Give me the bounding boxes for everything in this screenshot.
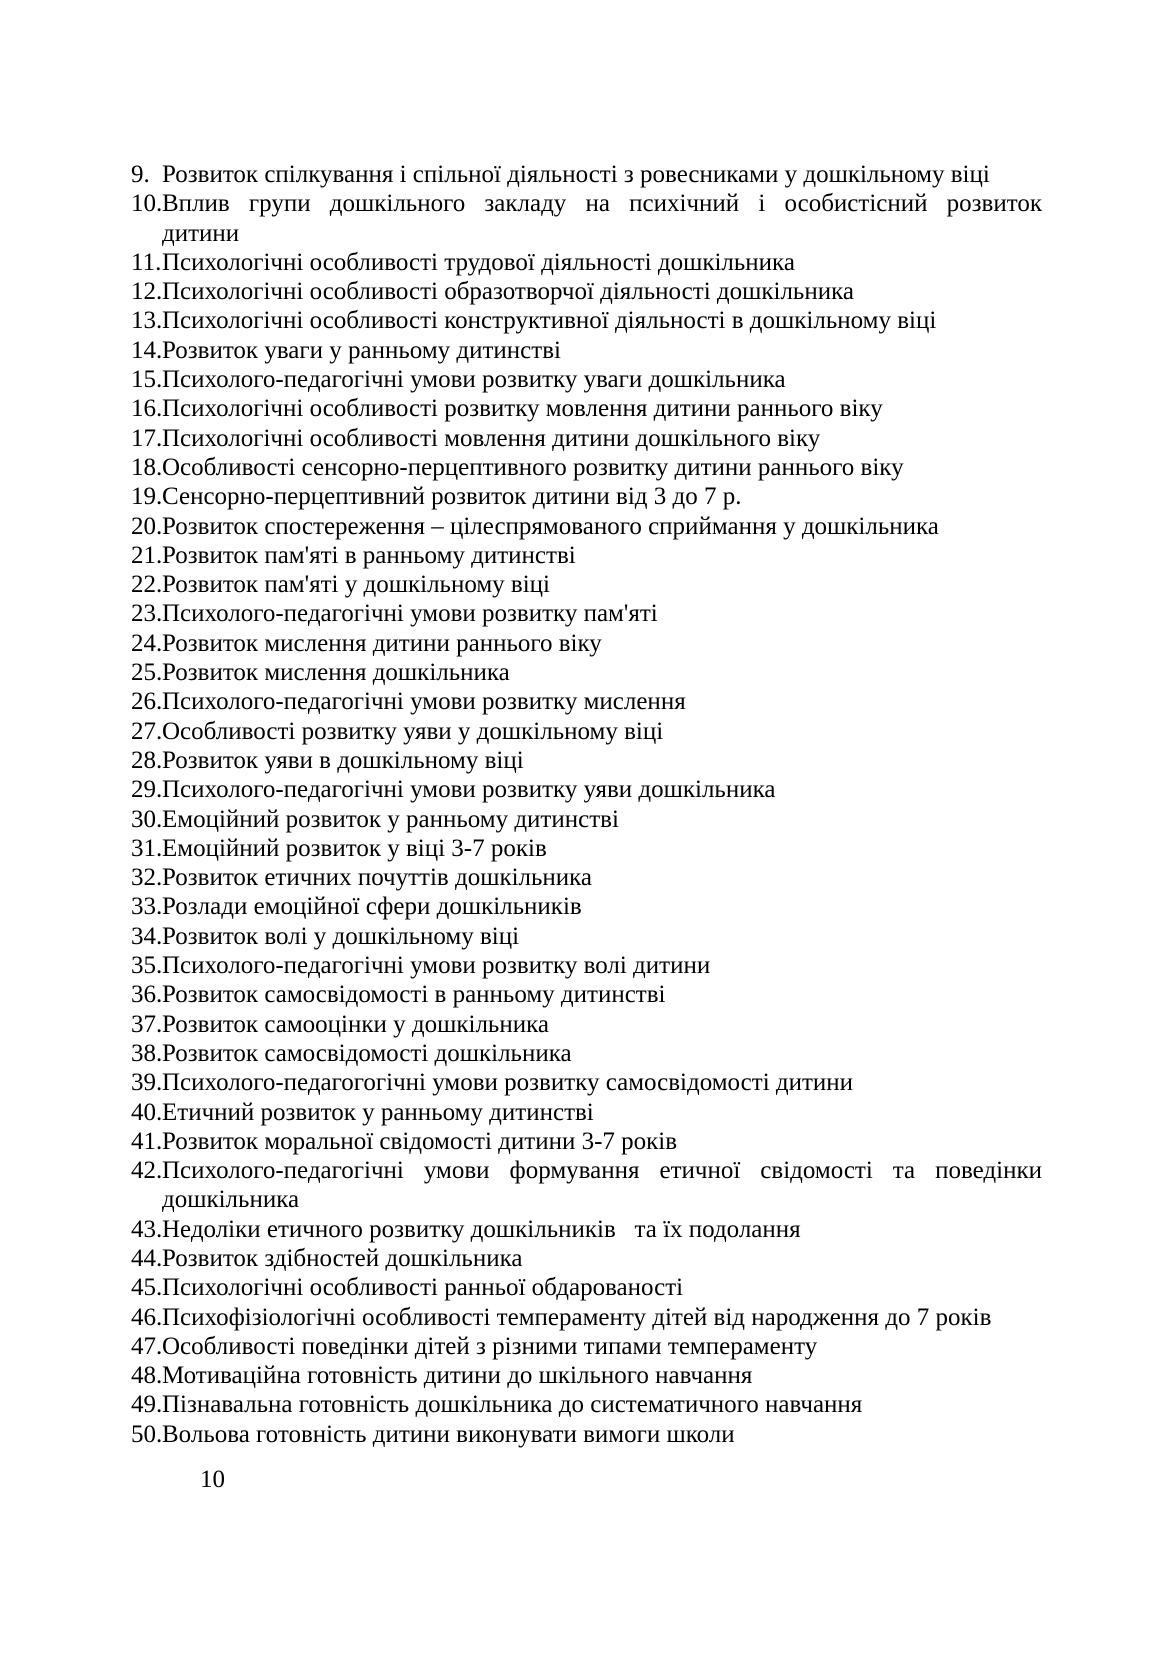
item-number: 12.	[131, 278, 163, 306]
item-number: 37.	[131, 1010, 163, 1038]
item-line: Психологічні особливості трудової діяльності дошкільника	[162, 248, 795, 276]
item-line: Розвиток самооцінки у дошкільника	[162, 1010, 549, 1038]
item-number: 38.	[131, 1039, 163, 1067]
item-line: Емоційний розвиток у віці 3-7 років	[162, 834, 547, 862]
item-line: Психолого-педагогогічні умови розвитку самосвідомості дитини	[162, 1069, 854, 1097]
list-item	[131, 922, 1011, 951]
item-line: Психолого-педагогічні умови розвитку уяви дошкільника	[162, 776, 776, 804]
item-number: 10.	[131, 190, 163, 218]
list-item	[131, 1127, 1011, 1156]
list-item	[131, 658, 1011, 687]
item-number: 48.	[131, 1362, 163, 1390]
item-line: Емоційний розвиток у ранньому дитинстві	[162, 805, 619, 833]
item-number: 13.	[131, 307, 163, 335]
item-number: 27.	[131, 717, 163, 745]
list-item	[131, 1390, 1011, 1419]
item-number: 28.	[131, 746, 163, 774]
list-item	[131, 482, 1011, 511]
item-line: Розвиток мислення дитини раннього віку	[162, 629, 602, 657]
item-line: Психологічні особливості мовлення дитини дошкільного віку	[162, 424, 821, 452]
list-item	[131, 1303, 1011, 1332]
item-line: Мотиваційна готовність дитини до шкільного навчання	[162, 1362, 753, 1390]
item-number: 50.	[131, 1420, 163, 1448]
item-number: 20.	[131, 512, 163, 540]
list-item	[131, 1361, 1011, 1390]
list-item	[131, 541, 1011, 570]
item-number: 31.	[131, 834, 163, 862]
list-item	[131, 1215, 1011, 1244]
list-item	[131, 336, 1011, 365]
list-item	[131, 1273, 1011, 1302]
list-item	[131, 453, 1011, 482]
item-number: 49.	[131, 1391, 163, 1419]
item-line: Особливості розвитку уяви у дошкільному віці	[162, 717, 664, 745]
item-number: 21.	[131, 541, 163, 569]
list-item	[131, 365, 1011, 394]
item-line: Розлади емоційної сфери дошкільників	[162, 893, 582, 921]
item-number: 35.	[131, 952, 163, 980]
item-line: Психофізіологічні особливості темпераменту дітей від народження до 7 років	[162, 1303, 992, 1331]
item-number: 25.	[131, 659, 163, 687]
item-line: Психологічні особливості розвитку мовлення дитини раннього віку	[162, 395, 883, 423]
list-item	[131, 1098, 1011, 1127]
list-item	[131, 1244, 1011, 1273]
item-number: 16.	[131, 395, 163, 423]
item-line: Вольова готовність дитини виконувати вимоги школи	[162, 1420, 735, 1448]
item-number: 11.	[131, 248, 162, 276]
list-item	[131, 775, 1011, 804]
list-item	[131, 248, 1011, 277]
list-item	[131, 1010, 1011, 1039]
item-number: 33.	[131, 893, 163, 921]
list-item	[131, 805, 1011, 834]
list-item	[131, 834, 1011, 863]
item-line: Етичний розвиток у ранньому дитинстві	[162, 1098, 594, 1126]
item-number: 26.	[131, 688, 163, 716]
list-item	[131, 717, 1011, 746]
item-number: 41.	[131, 1127, 163, 1155]
list-item	[131, 1068, 1011, 1097]
item-line: Розвиток пам'яті у дошкільному віці	[162, 571, 550, 599]
list-item	[131, 1332, 1011, 1361]
numbered-list	[131, 160, 1042, 1449]
list-item	[131, 306, 1011, 335]
item-line: Розвиток волі у дошкільному віці	[162, 922, 520, 950]
item-number: 24.	[131, 629, 163, 657]
item-line: Особливості поведінки дітей з різними типами темпераменту	[162, 1332, 818, 1360]
item-line: Психологічні особливості ранньої обдарованості	[162, 1274, 684, 1302]
list-item	[131, 863, 1011, 892]
item-line: Психологічні особливості образотворчої діяльності дошкільника	[162, 278, 854, 306]
item-line: Особливості сенсорно-перцептивного розвитку дитини раннього віку	[162, 453, 904, 481]
item-line: дитини	[162, 219, 240, 247]
list-item	[131, 951, 1011, 980]
item-number: 23.	[131, 600, 163, 628]
item-number: 44.	[131, 1244, 163, 1272]
item-line: Розвиток спостереження – цілеспрямованого сприймання у дошкільника	[162, 512, 939, 540]
list-item	[131, 424, 1011, 453]
item-line: Пізнавальна готовність дошкільника до систематичного навчання	[162, 1391, 863, 1419]
item-line: Розвиток пам'яті в ранньому дитинстві	[162, 541, 576, 569]
item-number: 9.	[131, 161, 150, 188]
item-line: Психологічні особливості конструктивної діяльності в дошкільному віці	[162, 307, 937, 335]
list-item	[131, 599, 1011, 628]
item-line: Розвиток уяви в дошкільному віці	[162, 746, 524, 774]
item-number: 46.	[131, 1303, 163, 1331]
item-line: Психолого-педагогічні умови розвитку уваги дошкільника	[162, 366, 786, 394]
item-number: 22.	[131, 571, 163, 599]
list-item	[131, 1039, 1011, 1068]
item-number: 47.	[131, 1332, 163, 1360]
list-item	[131, 629, 1011, 658]
item-line: Психолого-педагогічні умови розвитку волі дитини	[162, 952, 711, 980]
item-line: Психолого-педагогічні умови розвитку мислення	[162, 688, 686, 716]
item-line: Розвиток моральної свідомості дитини 3-7 років	[162, 1127, 678, 1155]
list-item	[131, 277, 1011, 306]
item-number: 32.	[131, 864, 163, 892]
item-number: 36.	[131, 981, 163, 1009]
item-line: Розвиток самосвідомості дошкільника	[162, 1039, 572, 1067]
item-line: Розвиток спілкування і спільної діяльності з ровесниками у дошкільному віці	[162, 161, 990, 188]
item-number: 42.	[131, 1157, 163, 1185]
list-item	[131, 160, 1011, 189]
item-number: 34.	[131, 922, 163, 950]
item-line: Розвиток мислення дошкільника	[162, 659, 510, 687]
item-number: 30.	[131, 805, 163, 833]
list-item	[131, 189, 1042, 248]
item-line: дошкільника	[162, 1186, 300, 1214]
item-number: 15.	[131, 366, 163, 394]
list-item	[131, 570, 1011, 599]
item-line: Розвиток етичних почуттів дошкільника	[162, 864, 593, 892]
item-number: 40.	[131, 1098, 163, 1126]
item-number: 18.	[131, 453, 163, 481]
item-number: 39.	[131, 1069, 163, 1097]
list-item	[131, 746, 1011, 775]
item-line: Розвиток уваги у ранньому дитинстві	[162, 336, 561, 364]
item-line: Недоліки етичного розвитку дошкільників та їх подолання	[162, 1215, 801, 1243]
item-number: 19.	[131, 483, 163, 511]
list-item	[131, 1156, 1042, 1215]
list-item	[131, 512, 1011, 541]
list-item	[131, 1420, 1011, 1449]
item-line: Розвиток здібностей дошкільника	[162, 1244, 523, 1272]
list-item	[131, 892, 1011, 921]
item-line: Вплив групи дошкільного закладу на психічний і особистісний розвиток	[162, 190, 1042, 218]
item-number: 43.	[131, 1215, 163, 1243]
item-line: Розвиток самосвідомості в ранньому дитинстві	[162, 981, 666, 1009]
list-item	[131, 394, 1011, 423]
item-number: 29.	[131, 776, 163, 804]
list-item	[131, 980, 1011, 1009]
item-line: Психолого-педагогічні умови формування етичної свідомості та поведінки	[162, 1157, 1042, 1185]
list-item	[131, 687, 1011, 716]
item-line: Психолого-педагогічні умови розвитку пам'яті	[162, 600, 658, 628]
item-line: Сенсорно-перцептивний розвиток дитини від 3 до 7 р.	[162, 483, 742, 511]
page-number-footer: 10	[200, 1466, 225, 1493]
item-number: 45.	[131, 1274, 163, 1302]
item-number: 14.	[131, 336, 163, 364]
item-number: 17.	[131, 424, 163, 452]
